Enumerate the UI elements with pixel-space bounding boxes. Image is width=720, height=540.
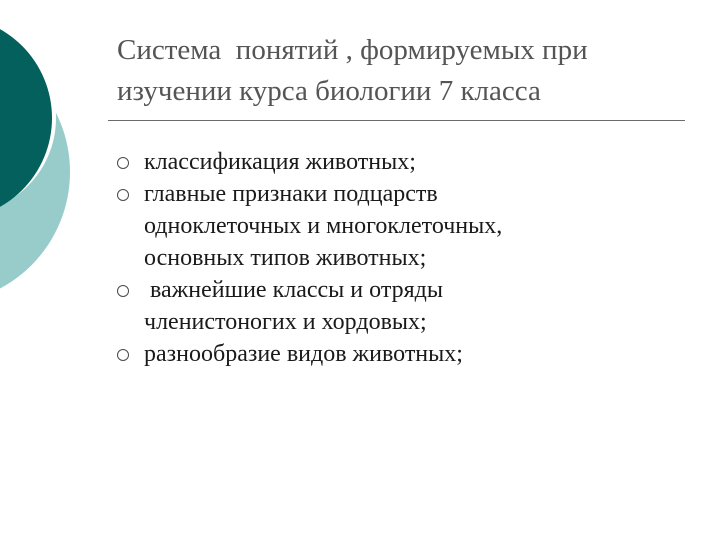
bullet-text-line: главные признаки подцарств [144,181,438,207]
bullet-item [116,338,686,370]
bullet-text-line: классификация животных; [144,149,416,175]
bullet-text-line: одноклеточных и многоклеточных, [144,213,503,239]
slide-title [117,30,687,112]
circle-bullet-icon [117,157,129,169]
bullet-text-line: основных типов животных; [144,245,427,271]
circle-bullet-icon [117,285,129,297]
bullet-text-line: разнообразие видов животных; [144,341,463,367]
bullet-item [116,146,686,178]
bullet-text-line: членистоногих и хордовых; [144,309,427,335]
bullet-item [116,178,686,274]
title-line-2: изучении курса биологии 7 класса [117,75,541,107]
circle-bullet-icon [117,349,129,361]
decorative-circles [0,0,90,300]
title-line-1: Система понятий , формируемых при [117,34,588,66]
bullet-item [116,274,686,338]
bullet-list [116,146,686,370]
title-divider [108,120,685,121]
circle-bullet-icon [117,189,129,201]
bullet-text-line: важнейшие классы и отряды [144,277,443,303]
